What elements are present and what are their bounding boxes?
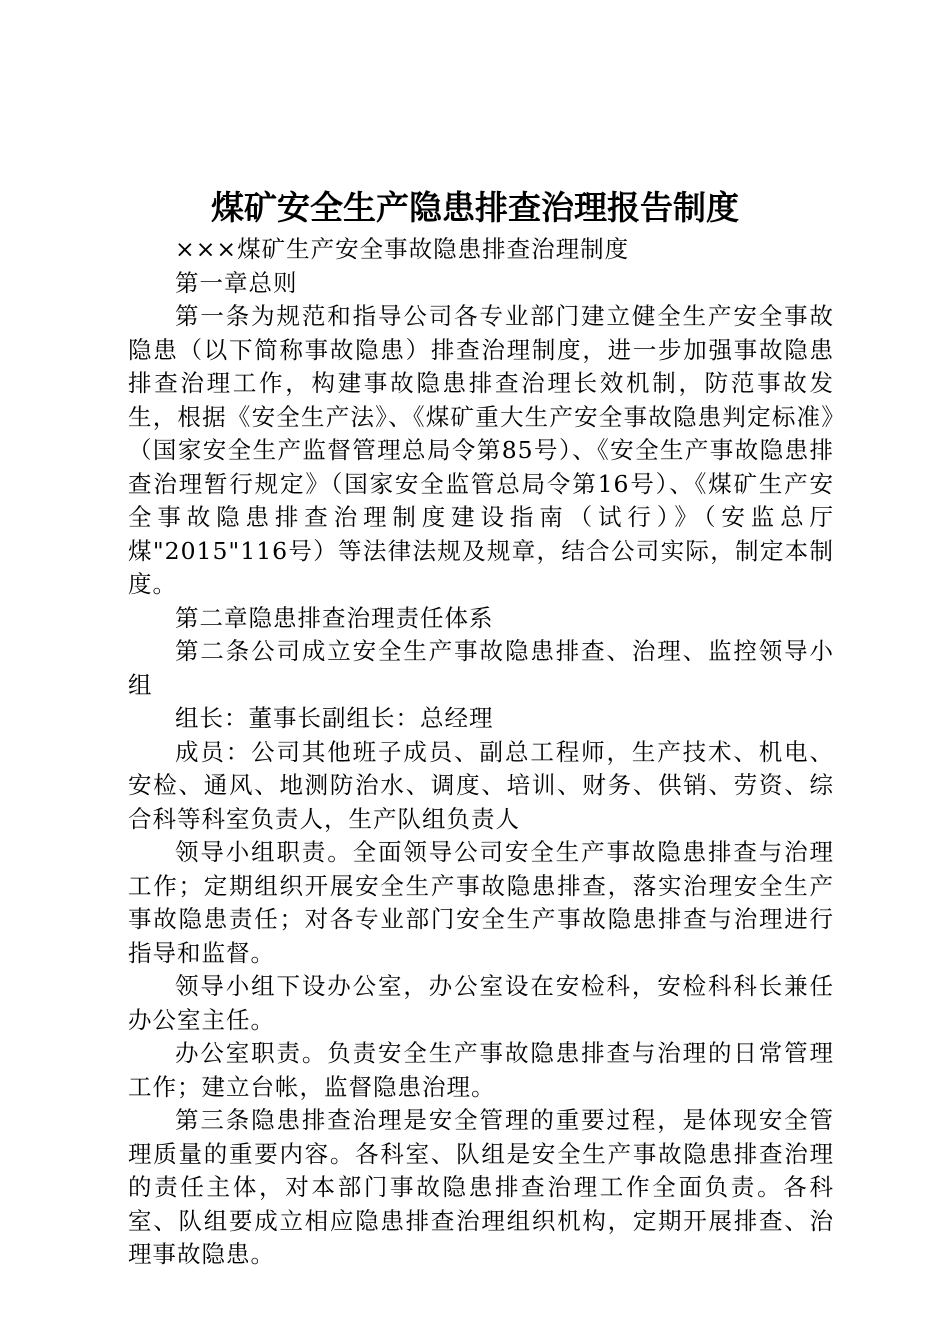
paragraph-chapter-1-heading: 第一章总则	[175, 268, 298, 297]
paragraph-office-setup: 领导小组下设办公室，办公室设在安检科，安检科科长兼任办公室主任。	[128, 972, 834, 1034]
paragraph-article-2: 第二条公司成立安全生产事故隐患排查、治理、监控领导小组	[128, 637, 834, 699]
document-body	[128, 233, 834, 1272]
paragraph-chapter-2-heading: 第二章隐患排查治理责任体系	[175, 603, 494, 632]
paragraph-group-members: 成员：公司其他班子成员、副总工程师，生产技术、机电、安检、通风、地测防治水、调度、培训、财务、供销、劳资、综合科等科室负责人，生产队组负责人	[128, 737, 834, 833]
paragraph-group-duties: 领导小组职责。全面领导公司安全生产事故隐患排查与治理工作；定期组织开展安全生产事故隐患排查，落实治理安全生产事故隐患责任；对各专业部门安全生产事故隐患排查与治理进行指导和监督。	[128, 838, 834, 967]
paragraph-article-1: 第一条为规范和指导公司各专业部门建立健全生产安全事故隐患（以下简称事故隐患）排查治理制度，进一步加强事故隐患排查治理工作，构建事故隐患排查治理长效机制，防范事故发生，根据《安全生产法》、《煤矿重大生产安全事故隐患判定标准》（国家安全生产监督管理总局令第85号）、《安全生产事故隐患排查治理暂行规定》（国家安全监管总局令第16号）、《煤矿生产安全事故隐患排查治理制度建设指南（试行）》（安监总厅煤"2015"116号）等法律法规及规章，结合公司实际，制定本制度。	[128, 302, 834, 598]
document-title: 煤矿安全生产隐患排查治理报告制度	[211, 188, 739, 227]
paragraph-subtitle: ×××煤矿生产安全事故隐患排查治理制度	[175, 235, 630, 263]
paragraph-group-leaders: 组长：董事长副组长：总经理	[175, 704, 494, 732]
paragraph-office-duties: 办公室职责。负责安全生产事故隐患排查与治理的日常管理工作；建立台帐，监督隐患治理。	[128, 1039, 834, 1101]
paragraph-article-3: 第三条隐患排查治理是安全管理的重要过程，是体现安全管理质量的重要内容。各科室、队组是安全生产事故隐患排查治理的责任主体，对本部门事故隐患排查治理工作全面负责。各科室、队组要成立相应隐患排查治理组织机构，定期开展排查、治理事故隐患。	[128, 1106, 834, 1268]
